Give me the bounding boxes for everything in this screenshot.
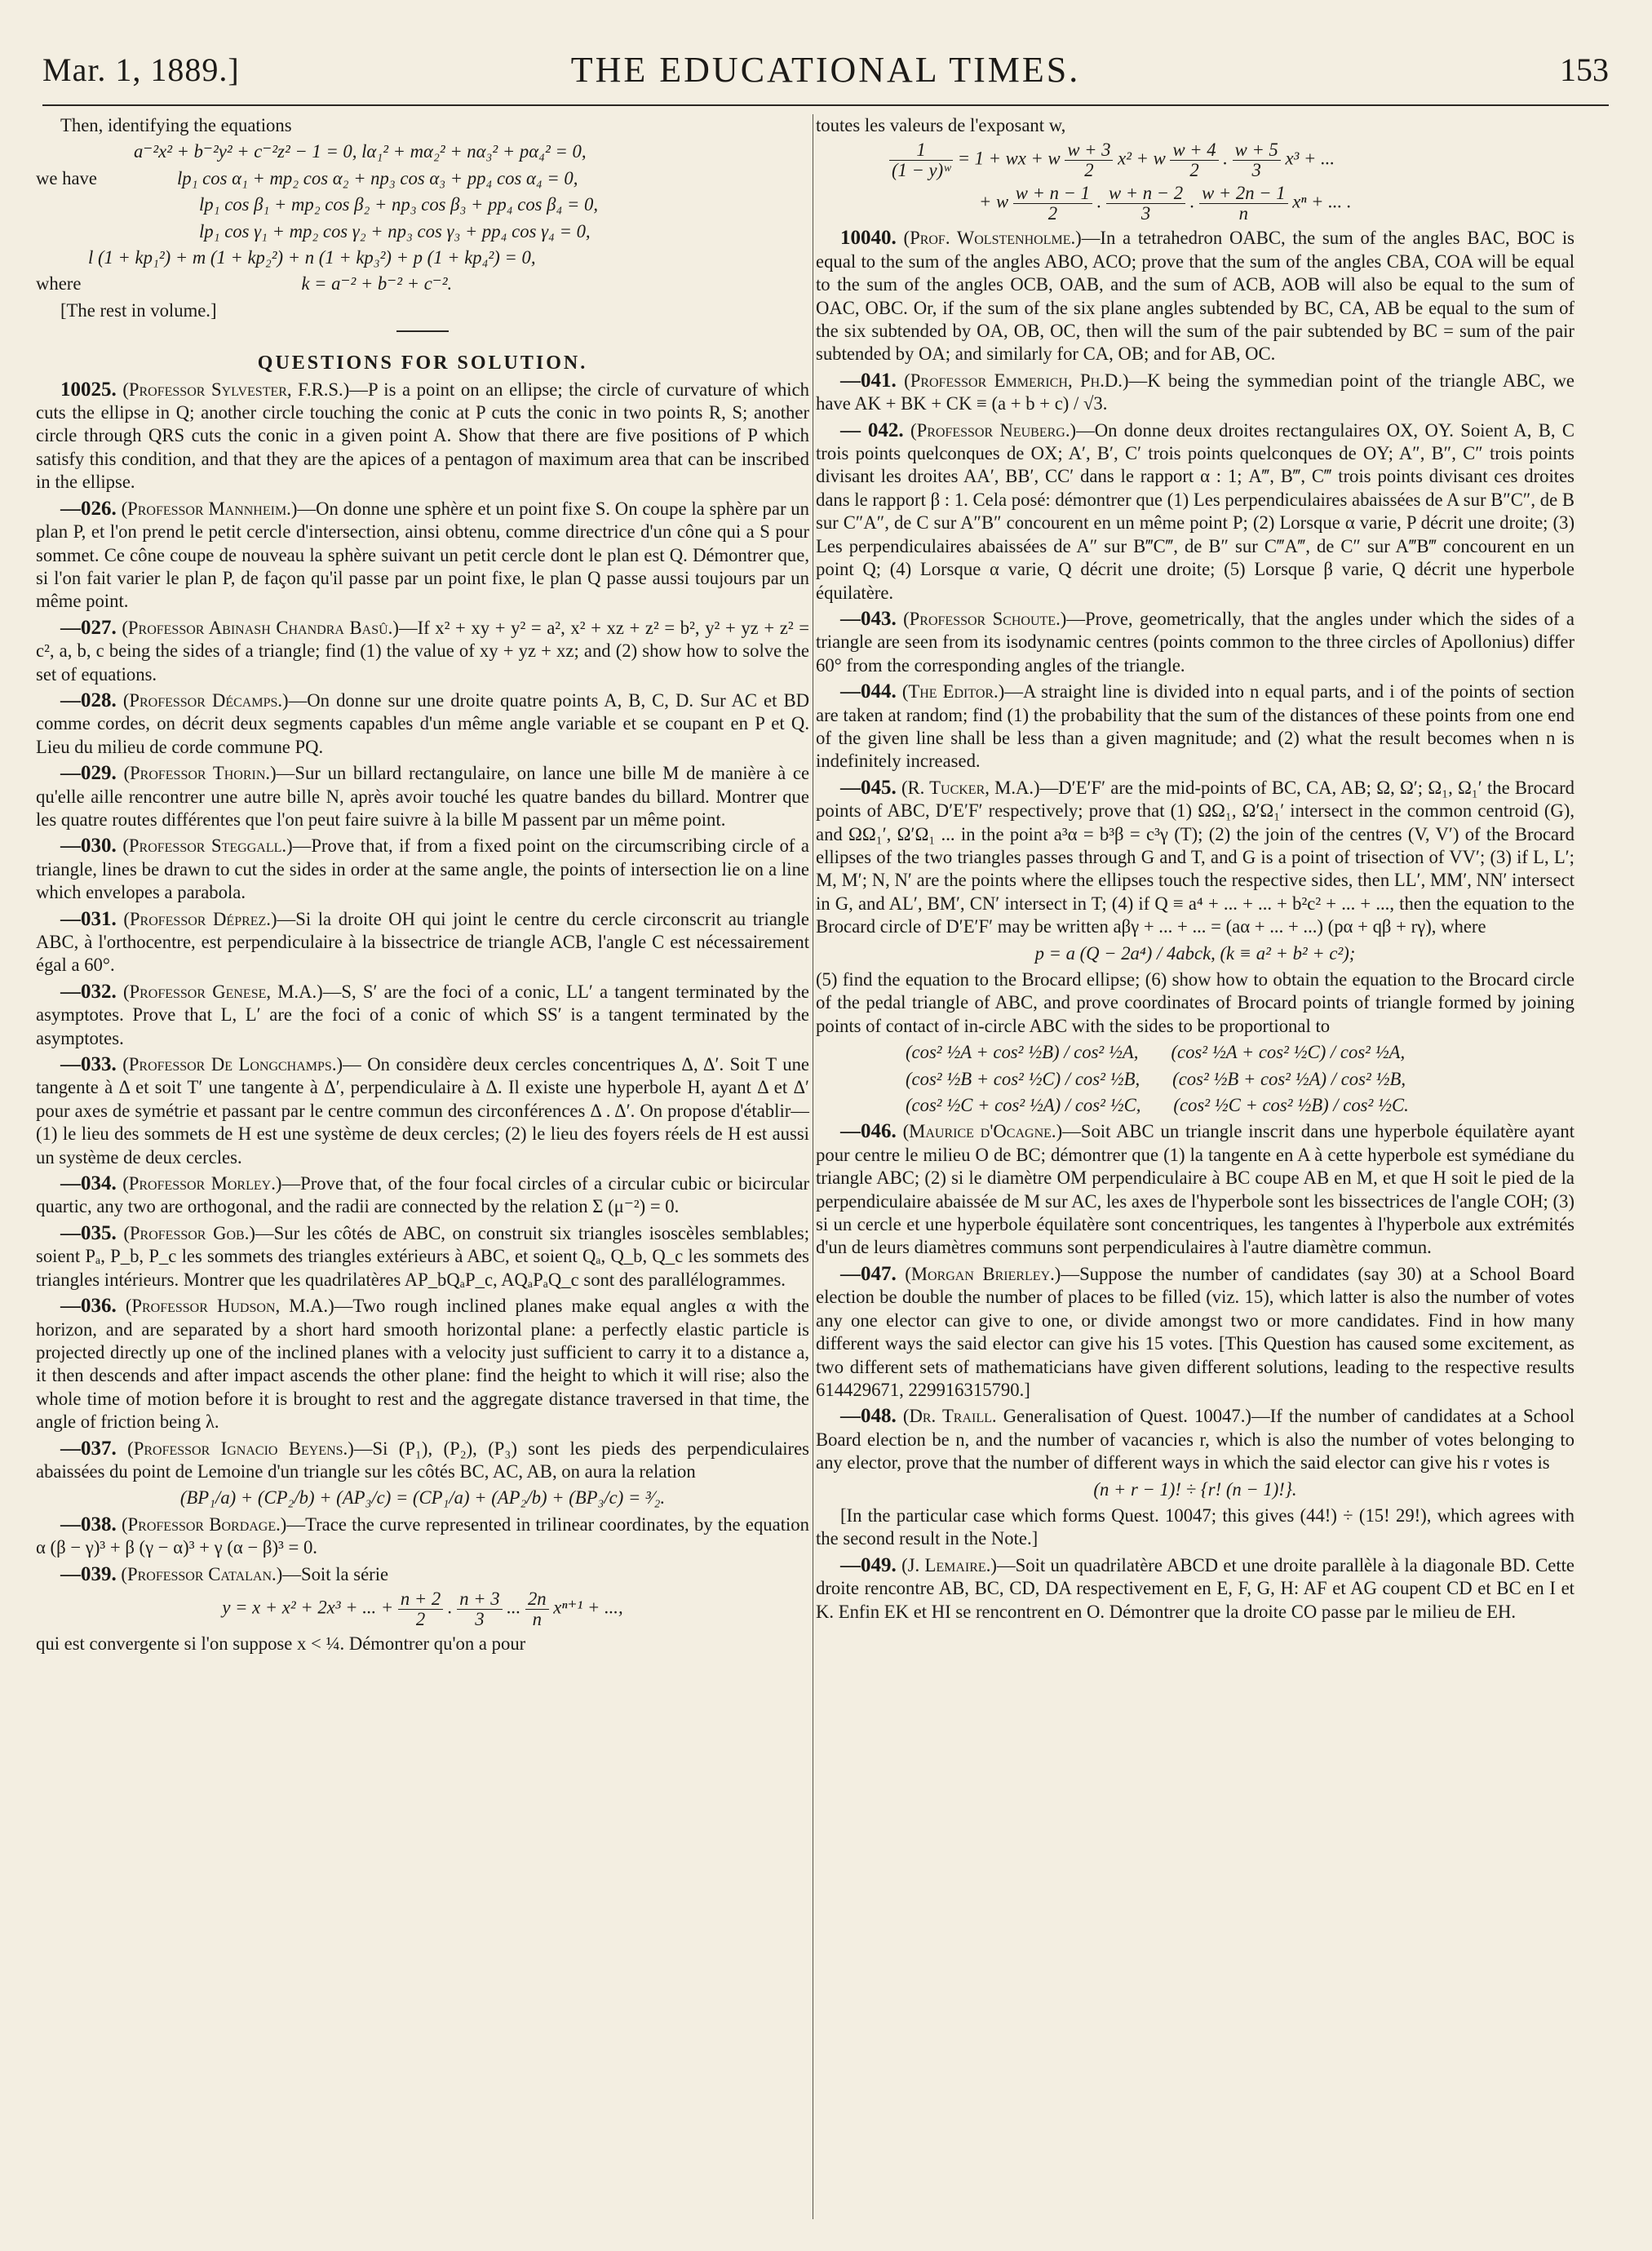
equation-037: (BP₁/a) + (CP₂/b) + (AP₃/c) = (CP₁/a) + (AP₂/b) + (BP₃/c) = ³⁄₂.	[179, 1487, 666, 1509]
question-text: —Soit la série	[282, 1563, 389, 1584]
dot-operator: .	[1223, 148, 1233, 170]
question-number: —041.	[840, 369, 897, 392]
question-author: (Professor Décamps.)	[122, 689, 289, 711]
question-number: —028.	[60, 689, 117, 711]
question-048	[816, 1405, 1574, 1474]
question-text: Generalisation of Quest. 10047.)—If the number of candidates at a School Board election be n, and the number of vacancies r, which is also the number of votes belonging to any elector, prove that the number of different ways in which the said elector can give his r votes is	[816, 1406, 1575, 1473]
question-text: —Prove that, of the four focal circles of a circular cubic or bicircular quartic, any two are orthogonal, and the radii are connected by the relation Σ (μ⁻²) = 0.	[36, 1173, 810, 1217]
question-027	[36, 617, 809, 686]
question-number: —046.	[840, 1120, 897, 1143]
question-author: (Dr. Traill.	[902, 1406, 997, 1427]
fraction	[398, 1589, 443, 1629]
fraction	[525, 1589, 549, 1629]
question-028	[36, 689, 809, 759]
question-text: —Trace the curve represented in trilinear coordinates, by the equation α (β − γ)³ + β (γ − α)³ + γ (α − β)³ = 0.	[36, 1513, 809, 1558]
denominator: 2	[1084, 160, 1094, 181]
question-author: (Professor Thorin.)	[123, 763, 277, 784]
fraction	[1065, 140, 1113, 180]
intro-text: Then, identifying the equations	[60, 115, 292, 135]
question-text: —Soit ABC un triangle inscrit dans une hyperbole équilatère ayant pour centre le milieu O de BC; démontrer que (1) la tangente en A à cette hyperbole est symédiane du triangle ABC; (2) si le diamètre OM perpendiculaire à BC coupe AB en M, et que H soit le pied de la perpendiculaire abaissée de M sur AC, les axes de l'hyperbole sont les bissectrices de l'angle COH; (3) si un cercle et une hyperbole équilatère sont concentriques, les tangentes à l'hyperbole aux extrémités d'un de leurs diamètres communs sont perpendiculaires à l'autre diamètre commun.	[816, 1121, 1574, 1258]
question-author: (Professor Ignacio Beyens.)	[127, 1438, 354, 1459]
section-divider	[396, 330, 449, 332]
equation-6: k = a⁻² + b⁻² + c⁻².	[301, 273, 453, 295]
question-030	[36, 835, 809, 904]
cosine-row-2	[816, 1068, 1574, 1091]
equation-series-b	[816, 184, 1574, 224]
question-author: (Professor Gob.)	[123, 1222, 255, 1243]
question-text: —On donne deux droites rectangulaires OX, OY. Soient A, B, C trois points quelconques de OX; A′, B′, C′ trois points quelconques de OY; A″, B″, C″ trois points divisant les droites AA′, BB′, CC′ dans le rapport α : 1; A‴, B‴, C‴ trois points divisant ces droites dans le rapport β : 1. Cela posé: démontrer que (1) Les perpendiculaires abaissées de A sur B″C″, de B sur C″A″, de C sur A″B″ concourent en un même point P; (2) Lorsque α varie, P décrit une droite; (3) Les perpendiculaires abaissées de A″ sur B‴C‴, de B″ sur C‴A‴, de C″ sur A‴B‴ concourent en un point Q; (4) Lorsque α varie, Q décrit une droite; (5) Lorsque β varie, Q décrit une hyperbole équilatère.	[816, 419, 1575, 603]
question-10040	[816, 227, 1574, 366]
question-text: —Two rough inclined planes make equal angles α with the horizon, and are separated by a short hard smooth horizontal plane: a perfectly elastic particle is projected directly up one of the inclined planes with a velocity just sufficient to carry it to a distance a, it then descends and after impact ascends the other plane: find the height to which it will rise; also the whole time of motion before it is brought to rest and the aggregate distance traversed in that time, the angle of friction being λ.	[36, 1296, 809, 1433]
denominator: 3	[1251, 160, 1261, 181]
numerator: w + n − 2	[1106, 184, 1185, 204]
left-column	[36, 114, 809, 1659]
question-number: —029.	[60, 762, 117, 785]
question-text: —If x² + xy + y² = a², x² + xz + z² = b², y² + yz + z² = c², a, b, c being the sides of a triangle; find (1) the value of xy + yz + xz; and (2) show how to solve the set of equations.	[36, 617, 810, 685]
question-048-note: [In the particular case which forms Quest. 10047; this gives (44!) ÷ (15! 29!), which agrees with the second result in the Note.]	[816, 1504, 1574, 1549]
question-author: (Professor Déprez.)	[123, 908, 277, 929]
question-number: —032.	[60, 980, 117, 1003]
question-number: —048.	[840, 1405, 897, 1428]
question-number: —027.	[60, 616, 117, 639]
dot-operator: .	[1096, 192, 1106, 213]
question-number: —037.	[60, 1437, 117, 1460]
where-label: where	[36, 273, 82, 295]
series-lead: y = x + x² + 2x³ + ... +	[222, 1597, 398, 1618]
question-044	[816, 680, 1574, 773]
question-author: (Professor Morley.)	[122, 1173, 282, 1194]
numerator: w + 4	[1170, 140, 1218, 161]
numerator: w + 2n − 1	[1199, 184, 1287, 204]
cosine-term: (cos² ½B + cos² ½C) / cos² ½B,	[906, 1068, 1140, 1089]
numerator: w + n − 1	[1013, 184, 1092, 204]
question-043	[816, 608, 1574, 677]
denominator: 2	[1047, 203, 1058, 224]
question-number: —034.	[60, 1172, 117, 1195]
question-author: (Professor Neuberg.)	[910, 419, 1077, 441]
question-number: —036.	[60, 1295, 117, 1318]
series-part: = 1 + wx + w	[957, 148, 1065, 170]
question-039-continued: qui est convergente si l'on suppose x < ¼. Démontrer qu'on a pour	[36, 1633, 526, 1654]
denominator: (1 − y)ʷ	[892, 160, 951, 181]
question-039-continuation: toutes les valeurs de l'exposant w,	[816, 115, 1066, 135]
issue-date: Mar. 1, 1889.]	[42, 51, 240, 88]
rest-in-volume: [The rest in volume.]	[60, 299, 217, 321]
dot-operator: .	[447, 1597, 458, 1618]
question-046	[816, 1120, 1574, 1259]
fraction	[1013, 184, 1092, 224]
equation-2: lp₁ cos α₁ + mp₂ cos α₂ + np₃ cos α₃ + pp₄ cos α₄ = 0,	[176, 167, 578, 188]
question-author: (Professor Abinash Chandra Basû.)	[122, 617, 399, 638]
question-045-continued: (5) find the equation to the Brocard ellipse; (6) show how to obtain the equation to the Brocard circle of the pedal triangle of ABC, and prove coordinates of Brocard points of triangle formed by joining points of contact of in-circle ABC with the sides to be proportional to	[816, 969, 1574, 1036]
question-text: —In a tetrahedron OABC, the sum of the angles BAC, BOC is equal to the sum of the angles ABO, ACO; prove that the sum of the angles CBA, COA will be equal to the sum of the angles OCB, OAB, and the sum of ACB, AOB will also be equal to the sum of OAC, OBC. Or, if the sum of the six plane angles subtended by BC, CA, AB be equal to the sum of the six subtended by OA, OB, OC, then will the sum of the pair subtended by BC = sum of the pair subtended by OA; and similarly for CA, OB; and for AB, OC.	[816, 228, 1574, 365]
section-title: QUESTIONS FOR SOLUTION.	[257, 352, 588, 374]
question-text: — On considère deux cercles concentriques Δ, Δ′. Soit T une tangente à Δ et soit T′ une tangente à Δ′, perpendiculaire à Δ. Il existe une hyperbole H, ayant Δ et Δ′ pour axes de symétrie et passant par le centre commun des circonférences Δ . Δ′. On propose d'établir—(1) le lieu des sommets de H est une système de deux cercles; (2) le lieu des foyers réels de H est aussi un système de deux cercles.	[36, 1054, 809, 1168]
fraction	[457, 1589, 502, 1629]
question-number: —030.	[60, 835, 117, 857]
question-text: —A straight line is divided into n equal parts, and i of the points of section are taken at random; find (1) the probability that the sum of the distances of these points from one end of the given line shall be less than a given magnitude; and (2) what the result becomes when n is indefinitely increased.	[816, 681, 1575, 772]
denominator: n	[1238, 203, 1249, 224]
equation-4: lp₁ cos γ₁ + mp₂ cos γ₂ + np₃ cos γ₃ + pp₄ cos γ₄ = 0,	[199, 220, 591, 241]
question-text: —Prove that, if from a fixed point on the circumscribing circle of a triangle, lines be drawn to cut the sides in order at the same angle, the points of intersection lie on a line which envelopes a parabola.	[36, 835, 810, 903]
series-part: xⁿ + ... .	[1292, 192, 1352, 213]
question-number: 10040.	[840, 227, 897, 250]
question-author: (Professor Bordage.)	[122, 1513, 287, 1535]
dot-operator: .	[1189, 192, 1200, 213]
cosine-row-1	[816, 1041, 1574, 1064]
question-author: (Professor Genese, M.A.)	[122, 981, 323, 1002]
question-029	[36, 762, 809, 831]
fraction	[1199, 184, 1287, 224]
question-number: —033.	[60, 1053, 117, 1076]
question-author: (Professor Schoute.)	[903, 608, 1067, 629]
question-author: (Professor Catalan.)	[121, 1563, 283, 1584]
question-text: —Prove, geometrically, that the angles under which the sides of a triangle are seen from its isodynamic centres (points common to the three circles of Apollonius) differ 60° from the corresponding angles of the triangle.	[816, 608, 1575, 676]
question-author: (Morgan Brierley.)	[905, 1263, 1061, 1284]
numerator: 2n	[525, 1589, 549, 1610]
numerator: n + 3	[457, 1589, 502, 1610]
ellipsis: ...	[507, 1597, 525, 1618]
denominator: 3	[475, 1608, 485, 1629]
question-10025	[36, 379, 809, 494]
numerator: w + 5	[1233, 140, 1281, 161]
question-number: —039.	[60, 1562, 117, 1585]
question-author: (The Editor.)	[901, 681, 1005, 702]
fraction	[1106, 184, 1185, 224]
question-number: —044.	[840, 680, 897, 703]
cosine-term: (cos² ½C + cos² ½A) / cos² ½C,	[906, 1095, 1141, 1116]
question-author: (Prof. Wolstenholme.)	[903, 228, 1082, 249]
fraction	[889, 140, 953, 180]
page-number: 153	[1560, 51, 1609, 88]
series-part: x² + w	[1118, 148, 1171, 170]
question-author: (Professor Hudson, M.A.)	[125, 1296, 334, 1317]
question-032	[36, 981, 809, 1050]
denominator: n	[532, 1608, 542, 1629]
question-number: —045.	[840, 776, 897, 799]
right-column	[816, 114, 1574, 1627]
question-042	[816, 419, 1574, 605]
question-author: (J. Lemaire.)	[901, 1554, 997, 1575]
question-text: —Suppose the number of candidates (say 30) at a School Board election be double the number of places to be filled (viz. 15), which latter is also the number of votes any one elector can give to one, or divide amongst two or more candidates. Find in how many different ways the said elector can give his 15 votes. [This Question has caused some excitement, as two different sets of mathematicians have given different solutions, leading to the respective results 614429671, 229916315790.]	[816, 1263, 1574, 1400]
question-author: (R. Tucker, M.A.)	[901, 777, 1040, 798]
denominator: 2	[415, 1608, 426, 1629]
cosine-term: (cos² ½C + cos² ½B) / cos² ½C.	[1173, 1095, 1409, 1116]
equation-045: p = a (Q − 2a⁴) / 4abck, (k ≡ a² + b² + c²);	[1034, 942, 1356, 964]
question-number: — 042.	[840, 419, 904, 441]
question-number: —047.	[840, 1262, 897, 1285]
question-034	[36, 1172, 809, 1219]
question-036	[36, 1295, 809, 1433]
equation-2-row	[36, 167, 809, 190]
question-049	[816, 1554, 1574, 1624]
question-039	[36, 1563, 809, 1586]
question-031	[36, 908, 809, 977]
equation-3: lp₁ cos β₁ + mp₂ cos β₂ + np₃ cos β₃ + pp₄ cos β₄ = 0,	[199, 194, 599, 215]
question-author: (Professor Sylvester, F.R.S.)	[122, 379, 350, 400]
question-text: —Si (P₁), (P₂), (P₃) sont les pieds des perpendiculaires abaissées du point de Lemoine d'un triangle sur les côtés BC, AC, AB, on aura la relation	[36, 1438, 810, 1482]
equation-048: (n + r − 1)! ÷ {r! (n − 1)!}.	[1093, 1478, 1297, 1500]
fraction	[1233, 140, 1281, 180]
numerator: 1	[889, 140, 953, 161]
question-number: 10025.	[60, 378, 117, 401]
question-number: —035.	[60, 1221, 117, 1244]
question-text: —Soit un quadrilatère ABCD et une droite parallèle à la diagonale BD. Cette droite rencontre AB, BC, CD, DA respectivement en E, F, G, H: AF et AG coupent CD et BC en I et K. Enfin EK et HI se rencontrent en O. Démontrer que la droite CO passe par le milieu de EH.	[816, 1554, 1574, 1622]
question-number: —049.	[840, 1553, 897, 1576]
cosine-term: (cos² ½A + cos² ½C) / cos² ½A,	[1171, 1042, 1406, 1063]
question-033	[36, 1053, 809, 1169]
journal-title: THE EDUCATIONAL TIMES.	[570, 50, 1081, 90]
denominator: 2	[1189, 160, 1199, 181]
question-number: —043.	[840, 607, 897, 630]
denominator: 3	[1140, 203, 1151, 224]
numerator: n + 2	[398, 1589, 443, 1610]
question-text: —S, S′ are the foci of a conic, LL′ a tangent terminated by the asymptotes. Prove that L, L′ are the foci of a conic of which SS′ is a tangent terminated by the asymptotes.	[36, 981, 810, 1048]
question-number: —026.	[60, 497, 117, 520]
question-text: —On donne une sphère et un point fixe S. On coupe la sphère par un plan P, et l'on prend le petit cercle d'intersection, ainsi obtenu, comme directrice d'un cône qui a S pour sommet. Ce cône coupe de nouveau la sphère suivant un petit cercle dont le plan est Q. Démontrer que, si l'on fait varier le plan P, de façon qu'il passe par un point fixe, le plan Q passe aussi toujours par un même point.	[36, 498, 809, 612]
question-author: (Professor De Longchamps.)	[122, 1054, 343, 1075]
cosine-row-3	[816, 1094, 1574, 1117]
question-text: —P is a point on an ellipse; the circle of curvature of which cuts the ellipse in Q; another circle touching the conic at P cuts the conic in two points R, S; another circle through QRS cuts the conic in a given point A. Show that there are five positions of P which satisfy this condition, and that they are the apices of a pentagon of maximum area that can be inscribed in the ellipse.	[36, 379, 810, 493]
question-041	[816, 370, 1574, 416]
series-part: x³ + ...	[1285, 148, 1335, 170]
fraction	[1170, 140, 1218, 180]
equation-1: a⁻²x² + b⁻²y² + c⁻²z² − 1 = 0, lα₁² + mα₂² + nα₃² + pα₄² = 0,	[134, 141, 587, 162]
question-text: —Sur les côtés de ABC, on construit six triangles isoscèles semblables; soient Pₐ, P_b, P_c les sommets des triangles extérieurs à ABC, et soient Qₐ, Q_b, Q_c les sommets des triangles intérieurs. Montrer que les quadrilatères AP_bQₐP_c, AQₐPₐQ_c sont des parallélogrammes.	[36, 1222, 809, 1290]
question-035	[36, 1222, 809, 1292]
question-text: —D′E′F′ are the mid-points of BC, CA, AB; Ω, Ω′; Ω₁, Ω₁′ the Brocard points of ABC, D′E′F′ respectively; prove that (1) ΩΩ₁, Ω′Ω₁′ intersect in the common centroid (G), and ΩΩ₁′, Ω′Ω₁ ... in the point a³α = b³β = c³γ (T); (2) the join of the centres (V, V′) of the Brocard ellipses of the two triangles passes through G and T, and G is a point of trisection of VV′; (3) if L, L′; M, M′; N, N′ are the points where the ellipses touch the respective sides, then LL′, MM′, NN′ intersect in G, and AL′, BM′, CN′ intersect in T; (4) if Q ≡ a⁴ + ... + ... + b²c² + ... + ..., then the equation to the Brocard circle of D′E′F′ may be written aβγ + ... + ... = (aα + ... + ...) (pα + qβ + rγ), where	[816, 777, 1574, 937]
question-text: —Si la droite OH qui joint le centre du cercle circonscrit au triangle ABC, à l'orthocentre, est perpendiculaire à la bissectrice de triangle ACB, l'angle C est nécessairement égal a 60°.	[36, 908, 809, 976]
cosine-term: (cos² ½B + cos² ½A) / cos² ½B,	[1172, 1068, 1406, 1089]
series-part: + w	[979, 192, 1013, 213]
numerator: w + 3	[1065, 140, 1113, 161]
cosine-term: (cos² ½A + cos² ½B) / cos² ½A,	[906, 1042, 1139, 1063]
question-author: (Professor Emmerich, Ph.D.)	[904, 370, 1129, 391]
question-number: —031.	[60, 907, 117, 930]
page-header	[42, 47, 1609, 106]
question-text: —On donne sur une droite quatre points A, B, C, D. Sur AC et BD comme cordes, on décrit deux segments capables d'un même angle variable et se coupant en P et Q. Lieu du milieu de corde commune PQ.	[36, 689, 809, 757]
equation-039	[36, 1589, 809, 1629]
equation-5: l (1 + kp₁²) + m (1 + kp₂²) + n (1 + kp₃²) + p (1 + kp₄²) = 0,	[88, 247, 536, 268]
question-author: (Professor Steggall.)	[122, 835, 293, 857]
equation-series-a	[816, 140, 1574, 180]
series-tail: xⁿ⁺¹ + ...,	[553, 1597, 623, 1618]
question-047	[816, 1263, 1574, 1402]
question-text: —Sur un billard rectangulaire, on lance une bille M de manière à ce qu'elle aille rencontrer une autre bille N, après avoir touché les quatre bandes du billard. Montrer que les quatre routes différentes que l'on peut faire suivre à la bille M passent par un même point.	[36, 763, 810, 830]
equation-6-row	[36, 273, 809, 295]
question-026	[36, 498, 809, 614]
question-text: —K being the symmedian point of the triangle ABC, we have AK + BK + CK ≡ (a + b + c) / √3.	[816, 370, 1574, 414]
we-have-label: we have	[36, 167, 97, 188]
question-number: —038.	[60, 1513, 117, 1535]
question-author: (Maurice d'Ocagne.)	[902, 1121, 1063, 1142]
question-038	[36, 1513, 809, 1560]
question-037	[36, 1438, 809, 1484]
question-author: (Professor Mannheim.)	[121, 498, 298, 519]
question-045	[816, 777, 1574, 939]
